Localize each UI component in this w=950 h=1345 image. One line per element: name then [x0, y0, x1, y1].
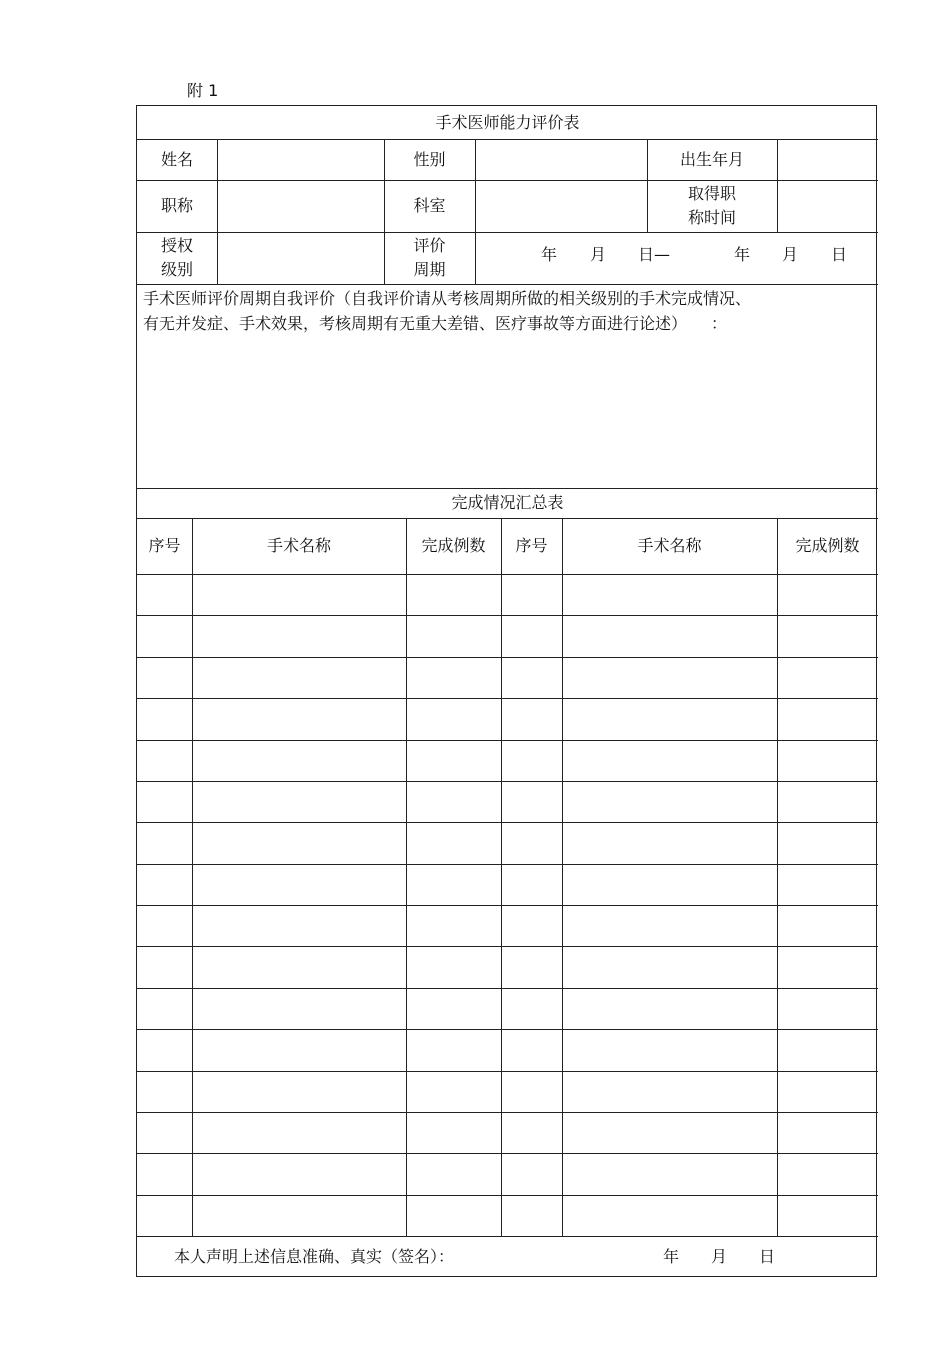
gender-field[interactable] [475, 139, 647, 180]
row-seq-cell[interactable] [501, 1153, 562, 1194]
row-case-count-cell[interactable] [406, 1153, 501, 1194]
row-seq-cell[interactable] [501, 1112, 562, 1153]
row-seq-cell[interactable] [501, 574, 562, 615]
row-case-count-cell[interactable] [777, 946, 878, 987]
name-label: 姓名 [160, 149, 193, 169]
row-seq-cell[interactable] [137, 740, 192, 781]
self-evaluation-prompt-line: 有无并发症、手术效果，考核周期有无重大差错、医疗事故等方面进行论述） ： [143, 314, 728, 333]
row-surgery-name-cell[interactable] [192, 946, 406, 987]
row-case-count-cell[interactable] [406, 946, 501, 987]
row-seq-cell[interactable] [137, 698, 192, 739]
row-case-count-cell[interactable] [406, 574, 501, 615]
row-case-count-cell[interactable] [777, 740, 878, 781]
col-header-case-count: 完成例数 [795, 536, 860, 555]
row-case-count-cell[interactable] [777, 1112, 878, 1153]
form-title: 手术医师能力评价表 [435, 112, 580, 132]
row-surgery-name-cell[interactable] [562, 1071, 777, 1112]
col-header-surgery-name: 手术名称 [637, 536, 702, 555]
auth-level-field[interactable] [217, 232, 384, 284]
row-surgery-name-cell[interactable] [192, 822, 406, 863]
row-surgery-name-cell[interactable] [562, 698, 777, 739]
row-surgery-name-cell[interactable] [562, 1112, 777, 1153]
row-surgery-name-cell[interactable] [562, 822, 777, 863]
declaration-month: 月 [711, 1247, 728, 1266]
period-month-end: 月 [782, 245, 799, 264]
period-year-start: 年 [541, 245, 558, 264]
row-surgery-name-cell[interactable] [192, 905, 406, 946]
row-case-count-cell[interactable] [777, 657, 878, 698]
eval-period-label [384, 232, 475, 284]
row-surgery-name-cell[interactable] [192, 740, 406, 781]
row-seq-cell[interactable] [501, 1195, 562, 1236]
col-header-surgery-name: 手术名称 [266, 536, 331, 555]
row-surgery-name-cell[interactable] [562, 1195, 777, 1236]
row-seq-cell[interactable] [137, 905, 192, 946]
row-case-count-cell[interactable] [406, 1112, 501, 1153]
eval-period-label-line: 评价 [413, 236, 446, 255]
declaration-day: 日 [759, 1247, 776, 1266]
row-case-count-cell[interactable] [406, 864, 501, 905]
declaration-year: 年 [663, 1247, 680, 1266]
row-case-count-cell[interactable] [777, 1071, 878, 1112]
row-case-count-cell[interactable] [406, 615, 501, 656]
row-seq-cell[interactable] [501, 988, 562, 1029]
row-surgery-name-cell[interactable] [562, 657, 777, 698]
annex-label: 附 1 [187, 81, 219, 100]
row-seq-cell[interactable] [501, 781, 562, 822]
auth-level-label [137, 232, 217, 284]
row-seq-cell[interactable] [137, 1112, 192, 1153]
row-surgery-name-cell[interactable] [192, 864, 406, 905]
row-seq-cell[interactable] [137, 1029, 192, 1070]
title-date-field[interactable] [777, 180, 878, 232]
department-field[interactable] [475, 180, 647, 232]
birth-label: 出生年月 [679, 149, 744, 169]
row-case-count-cell[interactable] [406, 740, 501, 781]
row-surgery-name-cell[interactable] [192, 988, 406, 1029]
period-year-end: 年 [734, 245, 751, 264]
row-case-count-cell[interactable] [777, 1029, 878, 1070]
title-date-label-line: 取得职 [687, 184, 736, 203]
declaration-statement: 本人声明上述信息准确、真实（签名）： [174, 1247, 455, 1266]
name-field[interactable] [217, 139, 384, 180]
row-surgery-name-cell[interactable] [192, 657, 406, 698]
row-case-count-cell[interactable] [777, 615, 878, 656]
row-seq-cell[interactable] [137, 1153, 192, 1194]
row-surgery-name-cell[interactable] [192, 1071, 406, 1112]
row-seq-cell[interactable] [137, 988, 192, 1029]
row-surgery-name-cell[interactable] [562, 1029, 777, 1070]
row-case-count-cell[interactable] [777, 988, 878, 1029]
col-header-seq: 序号 [148, 536, 181, 555]
birth-field[interactable] [777, 139, 878, 180]
row-seq-cell[interactable] [501, 946, 562, 987]
self-evaluation-prompt-line: 手术医师评价周期自我评价（自我评价请从考核周期所做的相关级别的手术完成情况、 [143, 289, 752, 308]
period-day-end: 日 [831, 245, 848, 264]
row-case-count-cell[interactable] [777, 905, 878, 946]
period-month-start: 月 [590, 245, 607, 264]
eval-period-label-line: 周期 [413, 260, 446, 279]
row-surgery-name-cell[interactable] [562, 781, 777, 822]
row-surgery-name-cell[interactable] [562, 946, 777, 987]
row-seq-cell[interactable] [501, 1071, 562, 1112]
title-rank-field[interactable] [217, 180, 384, 232]
row-seq-cell[interactable] [501, 657, 562, 698]
title-date-label-line: 称时间 [687, 208, 736, 227]
row-case-count-cell[interactable] [777, 822, 878, 863]
self-evaluation-area[interactable] [137, 284, 878, 488]
row-case-count-cell[interactable] [406, 698, 501, 739]
surgeon-evaluation-form [136, 105, 877, 1277]
row-case-count-cell[interactable] [406, 1029, 501, 1070]
row-surgery-name-cell[interactable] [192, 1153, 406, 1194]
row-seq-cell[interactable] [137, 781, 192, 822]
row-case-count-cell[interactable] [777, 1153, 878, 1194]
row-seq-cell[interactable] [137, 615, 192, 656]
row-surgery-name-cell[interactable] [562, 574, 777, 615]
row-seq-cell[interactable] [501, 740, 562, 781]
row-case-count-cell[interactable] [777, 864, 878, 905]
row-seq-cell[interactable] [137, 1195, 192, 1236]
row-seq-cell[interactable] [137, 657, 192, 698]
period-day-start: 日— [638, 245, 671, 264]
row-seq-cell[interactable] [501, 1029, 562, 1070]
row-case-count-cell[interactable] [406, 822, 501, 863]
row-surgery-name-cell[interactable] [562, 864, 777, 905]
row-surgery-name-cell[interactable] [192, 1029, 406, 1070]
row-surgery-name-cell[interactable] [192, 615, 406, 656]
department-label: 科室 [413, 196, 446, 215]
row-case-count-cell[interactable] [406, 781, 501, 822]
title-rank-label: 职称 [160, 196, 193, 215]
row-case-count-cell[interactable] [406, 657, 501, 698]
eval-period-field[interactable] [475, 232, 878, 284]
row-seq-cell[interactable] [137, 864, 192, 905]
row-surgery-name-cell[interactable] [192, 574, 406, 615]
row-surgery-name-cell[interactable] [562, 1153, 777, 1194]
row-surgery-name-cell[interactable] [562, 740, 777, 781]
row-case-count-cell[interactable] [406, 988, 501, 1029]
row-surgery-name-cell[interactable] [192, 1112, 406, 1153]
row-seq-cell[interactable] [137, 822, 192, 863]
row-case-count-cell[interactable] [777, 781, 878, 822]
gender-label: 性别 [413, 149, 446, 169]
row-seq-cell[interactable] [501, 822, 562, 863]
auth-level-label-line: 级别 [160, 260, 193, 279]
summary-title: 完成情况汇总表 [451, 493, 564, 512]
row-case-count-cell[interactable] [777, 698, 878, 739]
row-seq-cell[interactable] [137, 574, 192, 615]
row-seq-cell[interactable] [501, 864, 562, 905]
col-header-case-count: 完成例数 [421, 536, 486, 555]
row-surgery-name-cell[interactable] [562, 905, 777, 946]
title-date-label [647, 180, 777, 232]
row-surgery-name-cell[interactable] [192, 781, 406, 822]
row-seq-cell[interactable] [501, 698, 562, 739]
auth-level-label-line: 授权 [160, 236, 193, 255]
row-case-count-cell[interactable] [777, 1195, 878, 1236]
row-seq-cell[interactable] [501, 615, 562, 656]
row-surgery-name-cell[interactable] [192, 698, 406, 739]
row-case-count-cell[interactable] [406, 1195, 501, 1236]
row-seq-cell[interactable] [137, 946, 192, 987]
row-seq-cell[interactable] [137, 1071, 192, 1112]
row-seq-cell[interactable] [501, 905, 562, 946]
row-surgery-name-cell[interactable] [192, 1195, 406, 1236]
row-case-count-cell[interactable] [406, 1071, 501, 1112]
row-surgery-name-cell[interactable] [562, 615, 777, 656]
row-surgery-name-cell[interactable] [562, 988, 777, 1029]
col-header-seq: 序号 [515, 536, 548, 555]
self-evaluation-prompt [143, 286, 863, 336]
row-case-count-cell[interactable] [777, 574, 878, 615]
row-case-count-cell[interactable] [406, 905, 501, 946]
